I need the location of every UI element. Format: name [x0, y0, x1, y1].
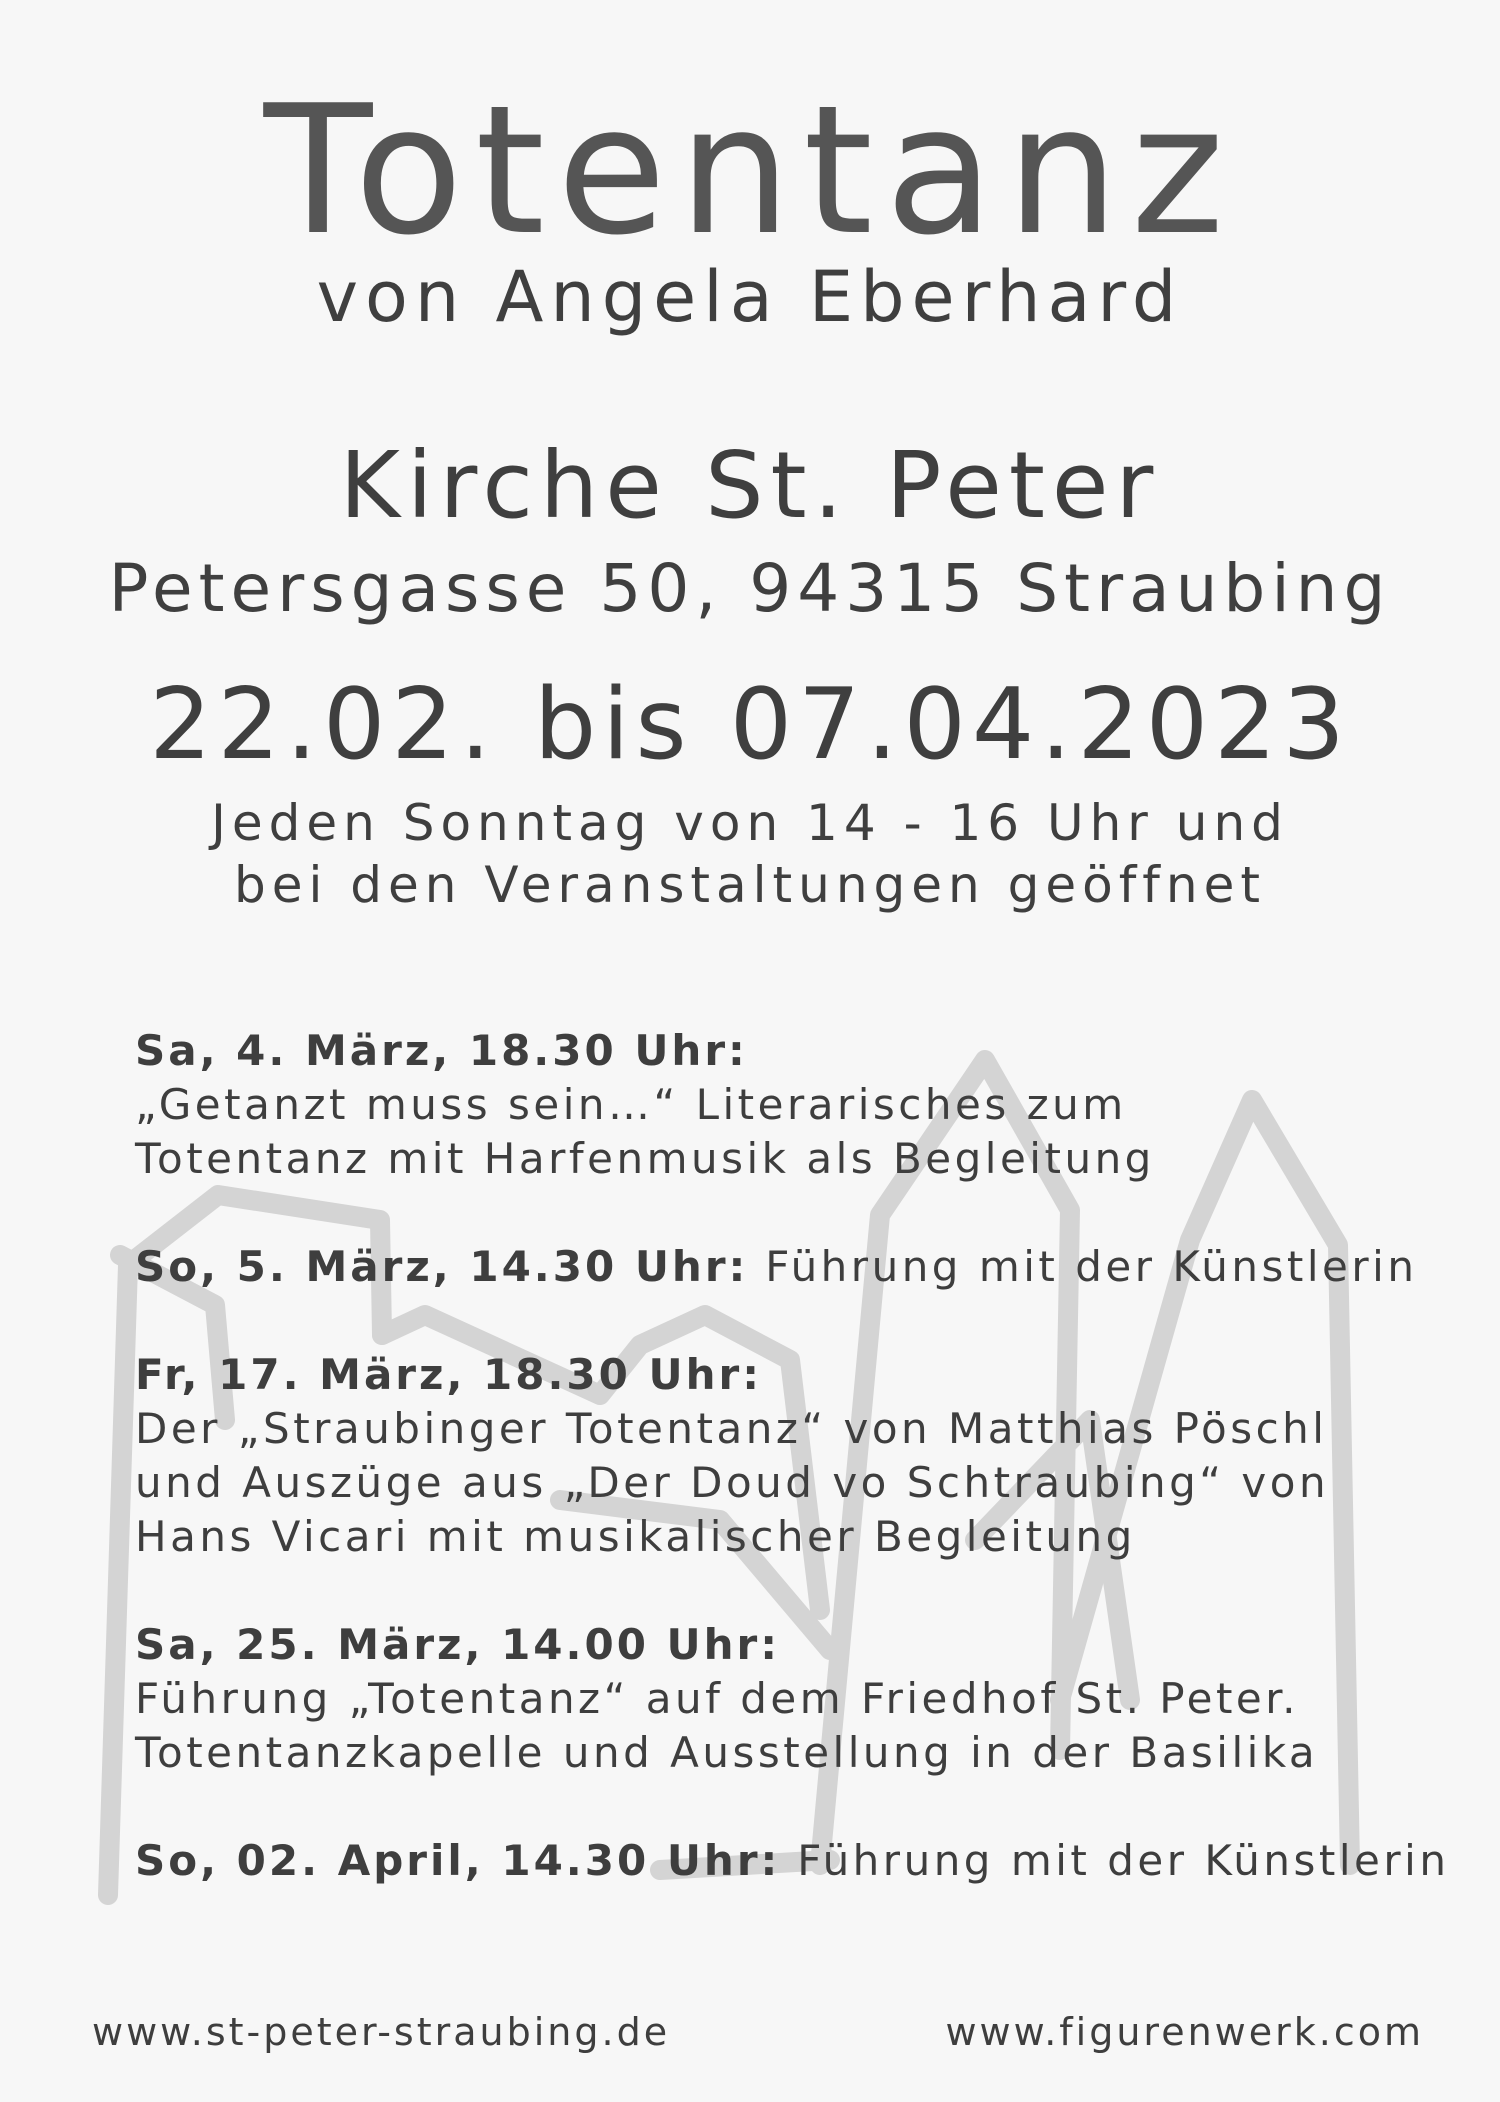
event-description-line: Führung „Totentanz“ auf dem Friedhof St. Peter.: [135, 1674, 1300, 1723]
event-item: [135, 1834, 1455, 1888]
poster-title: Totentanz: [263, 67, 1237, 274]
event-description: Führung mit der Künstlerin: [765, 1242, 1418, 1291]
event-item: [135, 1240, 1455, 1294]
event-description: Führung mit der Künstlerin: [797, 1836, 1450, 1885]
event-datetime: Sa, 4. März, 18.30 Uhr:: [135, 1026, 748, 1075]
artist-subtitle: von Angela Eberhard: [316, 256, 1184, 338]
website-link-figurenwerk[interactable]: www.figurenwerk.com: [945, 2010, 1424, 2054]
website-link-st-peter[interactable]: www.st-peter-straubing.de: [92, 2010, 671, 2054]
event-description-line: Totentanz mit Harfenmusik als Begleitung: [135, 1134, 1155, 1183]
event-datetime: So, 02. April, 14.30 Uhr:: [135, 1836, 781, 1885]
event-description-line: Der „Straubinger Totentanz“ von Matthias Pöschl: [135, 1404, 1328, 1453]
event-description-line: und Auszüge aus „Der Doud vo Schtraubing“ von: [135, 1458, 1330, 1507]
event-item: [135, 1348, 1455, 1564]
event-description-line: Hans Vicari mit musikalischer Begleitung: [135, 1512, 1136, 1561]
opening-hours: [0, 792, 1500, 916]
event-description-line: „Getanzt muss sein…“ Literarisches zum: [135, 1080, 1127, 1129]
opening-hours-line-2: bei den Veranstaltungen geöffnet: [234, 856, 1266, 914]
exhibition-dates: 22.02. bis 07.04.2023: [149, 668, 1351, 782]
venue-address: Petersgasse 50, 94315 Straubing: [108, 550, 1392, 627]
event-item: [135, 1618, 1455, 1780]
event-datetime: Fr, 17. März, 18.30 Uhr:: [135, 1350, 763, 1399]
event-description-line: Totentanzkapelle und Ausstellung in der Basilika: [135, 1728, 1319, 1777]
opening-hours-line-1: Jeden Sonntag von 14 - 16 Uhr und: [211, 794, 1289, 852]
event-item: [135, 1024, 1455, 1186]
event-datetime: Sa, 25. März, 14.00 Uhr:: [135, 1620, 781, 1669]
event-datetime: So, 5. März, 14.30 Uhr:: [135, 1242, 749, 1291]
venue-name: Kirche St. Peter: [339, 432, 1161, 539]
event-list: [135, 1024, 1455, 1942]
